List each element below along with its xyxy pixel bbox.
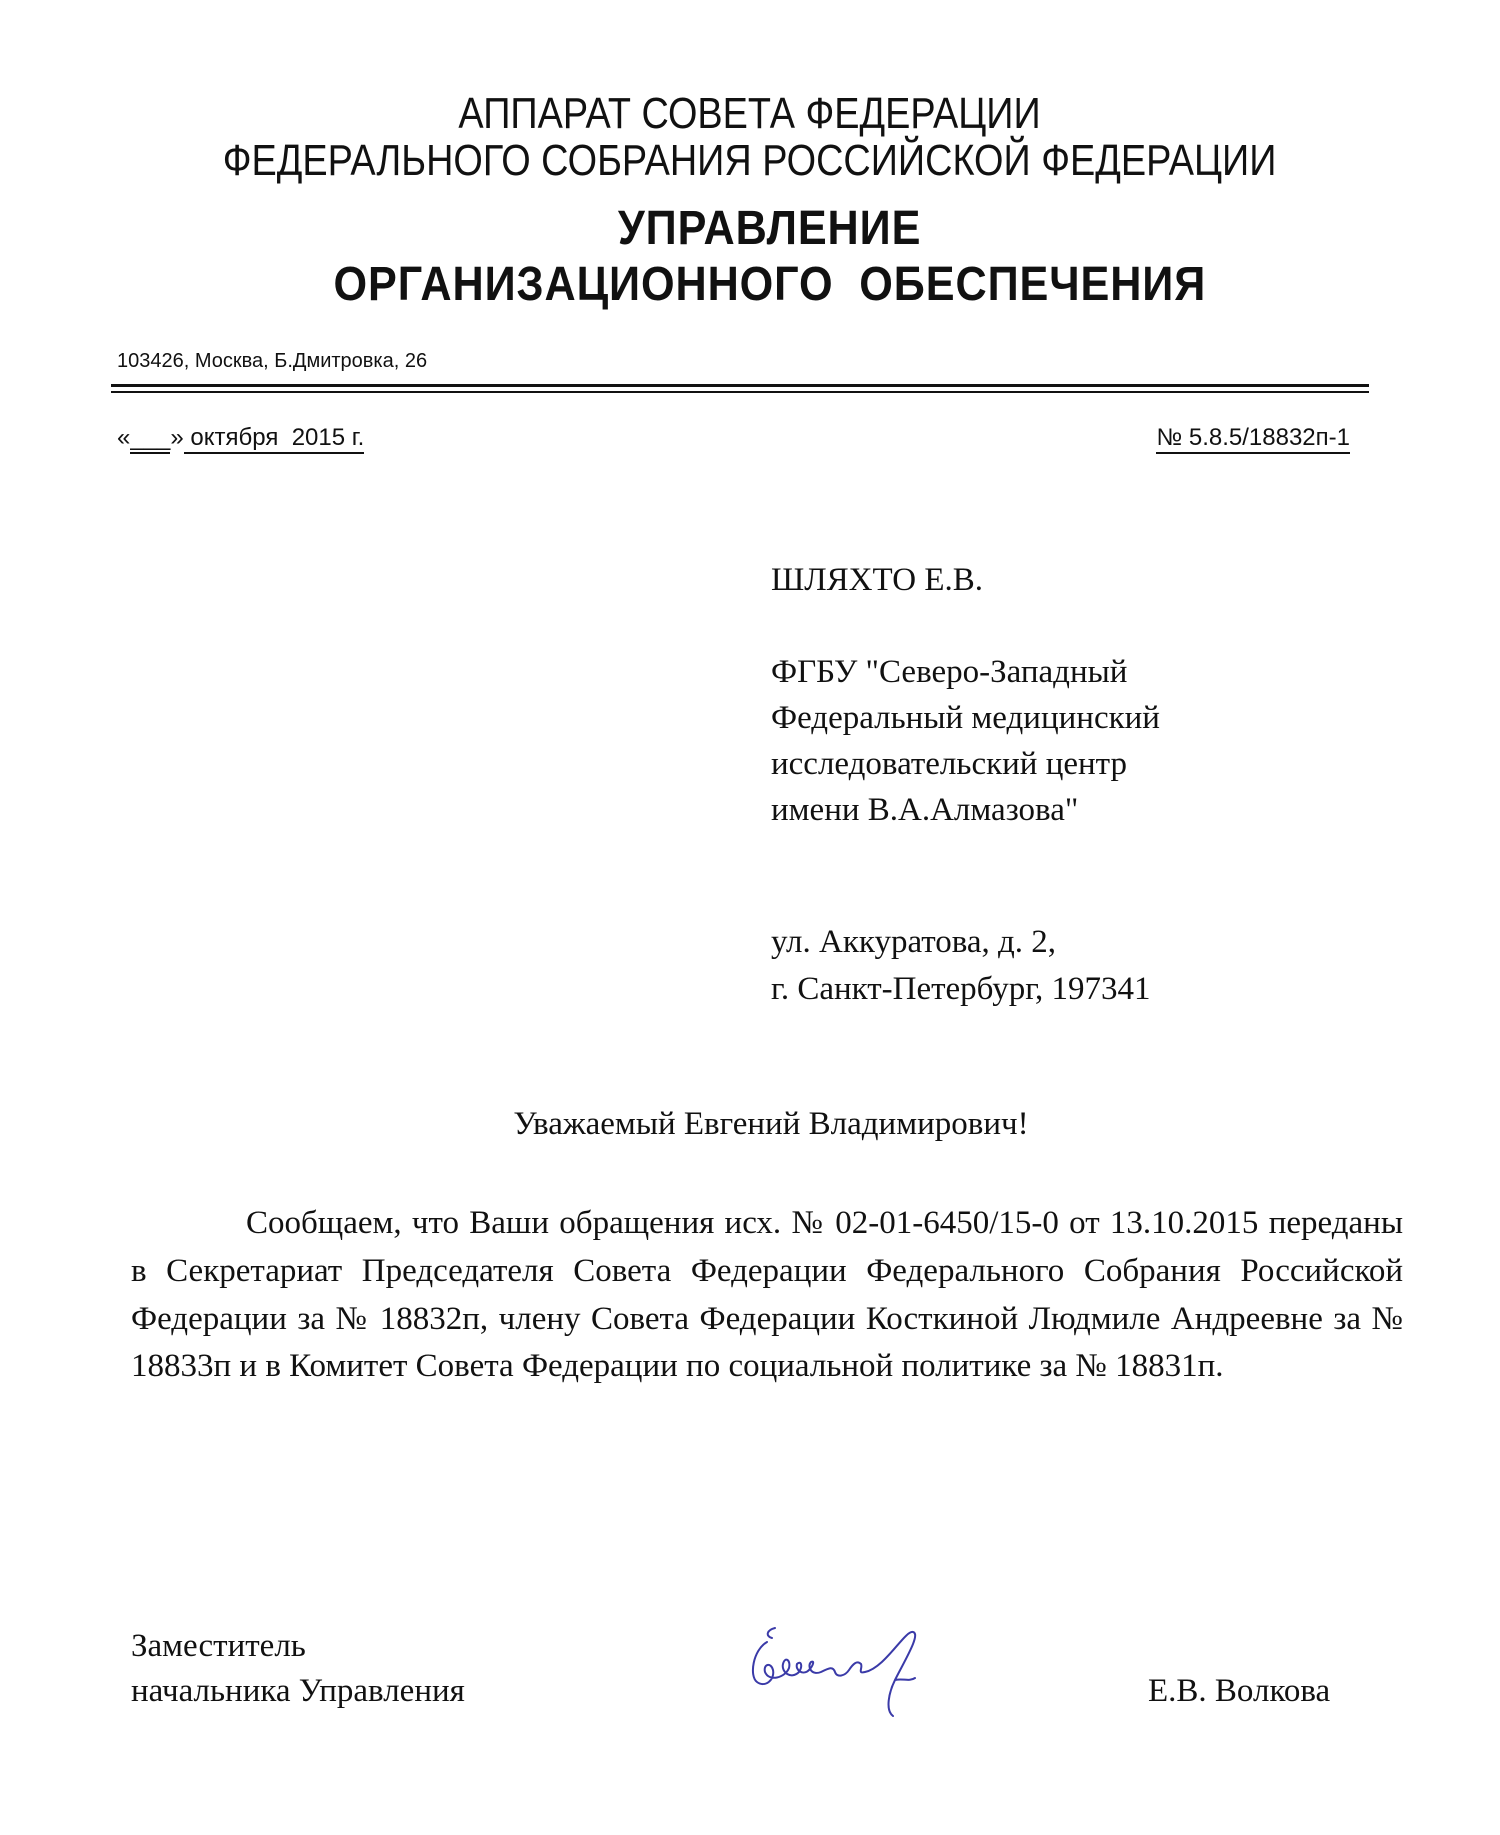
org-name-line2: [0, 137, 1500, 185]
document-number: [1156, 424, 1350, 452]
recipient-name: ШЛЯХТО Е.В.: [771, 562, 983, 598]
department-line2: [20, 258, 1500, 312]
recipient-address-line: г. Санкт-Петербург, 197341: [771, 971, 1151, 1007]
header-rule-bottom: [111, 391, 1369, 393]
recipient-org-line: исследовательский центр: [771, 746, 1127, 782]
salutation: Уважаемый Евгений Владимирович!: [513, 1106, 1029, 1142]
date-month-year: октября 2015 г.: [184, 424, 364, 454]
signatory-title-line1: Заместитель: [131, 1628, 306, 1664]
org-name-line1-text: АППАРАТ СОВЕТА ФЕДЕРАЦИИ: [458, 89, 1042, 138]
recipient-org-line: ФГБУ "Северо-Западный: [771, 654, 1128, 690]
document-date: [117, 424, 364, 452]
recipient-address-line: ул. Аккуратова, д. 2,: [771, 924, 1057, 960]
department-line1-text: УПРАВЛЕНИЕ: [618, 202, 922, 255]
date-close-quote: »: [170, 424, 184, 451]
document-number-text: № 5.8.5/18832п-1: [1156, 424, 1350, 454]
date-day-blank: ___: [130, 424, 170, 454]
recipient-org-line: Федеральный медицинский: [771, 700, 1160, 736]
letter-body: Сообщаем, что Ваши обращения исх. № 02-01-6450/15-0 от 13.10.2015 переданы в Секретариат Председателя Совета Федерации Федерального Собрания Российской Федерации за № 18832п, члену Совета Федерации Косткиной Людмиле Андреевне за № 18833п и в Комитет Совета Федерации по социальной политике за № 18831п.: [131, 1205, 1403, 1385]
header-rule-top: [111, 384, 1369, 387]
recipient-org-line: имени В.А.Алмазова": [771, 792, 1079, 828]
date-open-quote: «: [117, 424, 131, 451]
org-name-line1: [0, 90, 1500, 138]
signatory-title-line2: начальника Управления: [131, 1673, 465, 1709]
handwritten-signature: [745, 1620, 980, 1720]
department-line2-text: ОРГАНИЗАЦИОННОГО ОБЕСПЕЧЕНИЯ: [333, 258, 1207, 311]
letterhead-address: 103426, Москва, Б.Дмитровка, 26: [117, 350, 428, 372]
signatory-name: Е.В. Волкова: [1148, 1673, 1331, 1709]
org-name-line2-text: ФЕДЕРАЛЬНОГО СОБРАНИЯ РОССИЙСКОЙ ФЕДЕРАЦИИ: [223, 136, 1277, 185]
department-line1: [20, 202, 1500, 256]
